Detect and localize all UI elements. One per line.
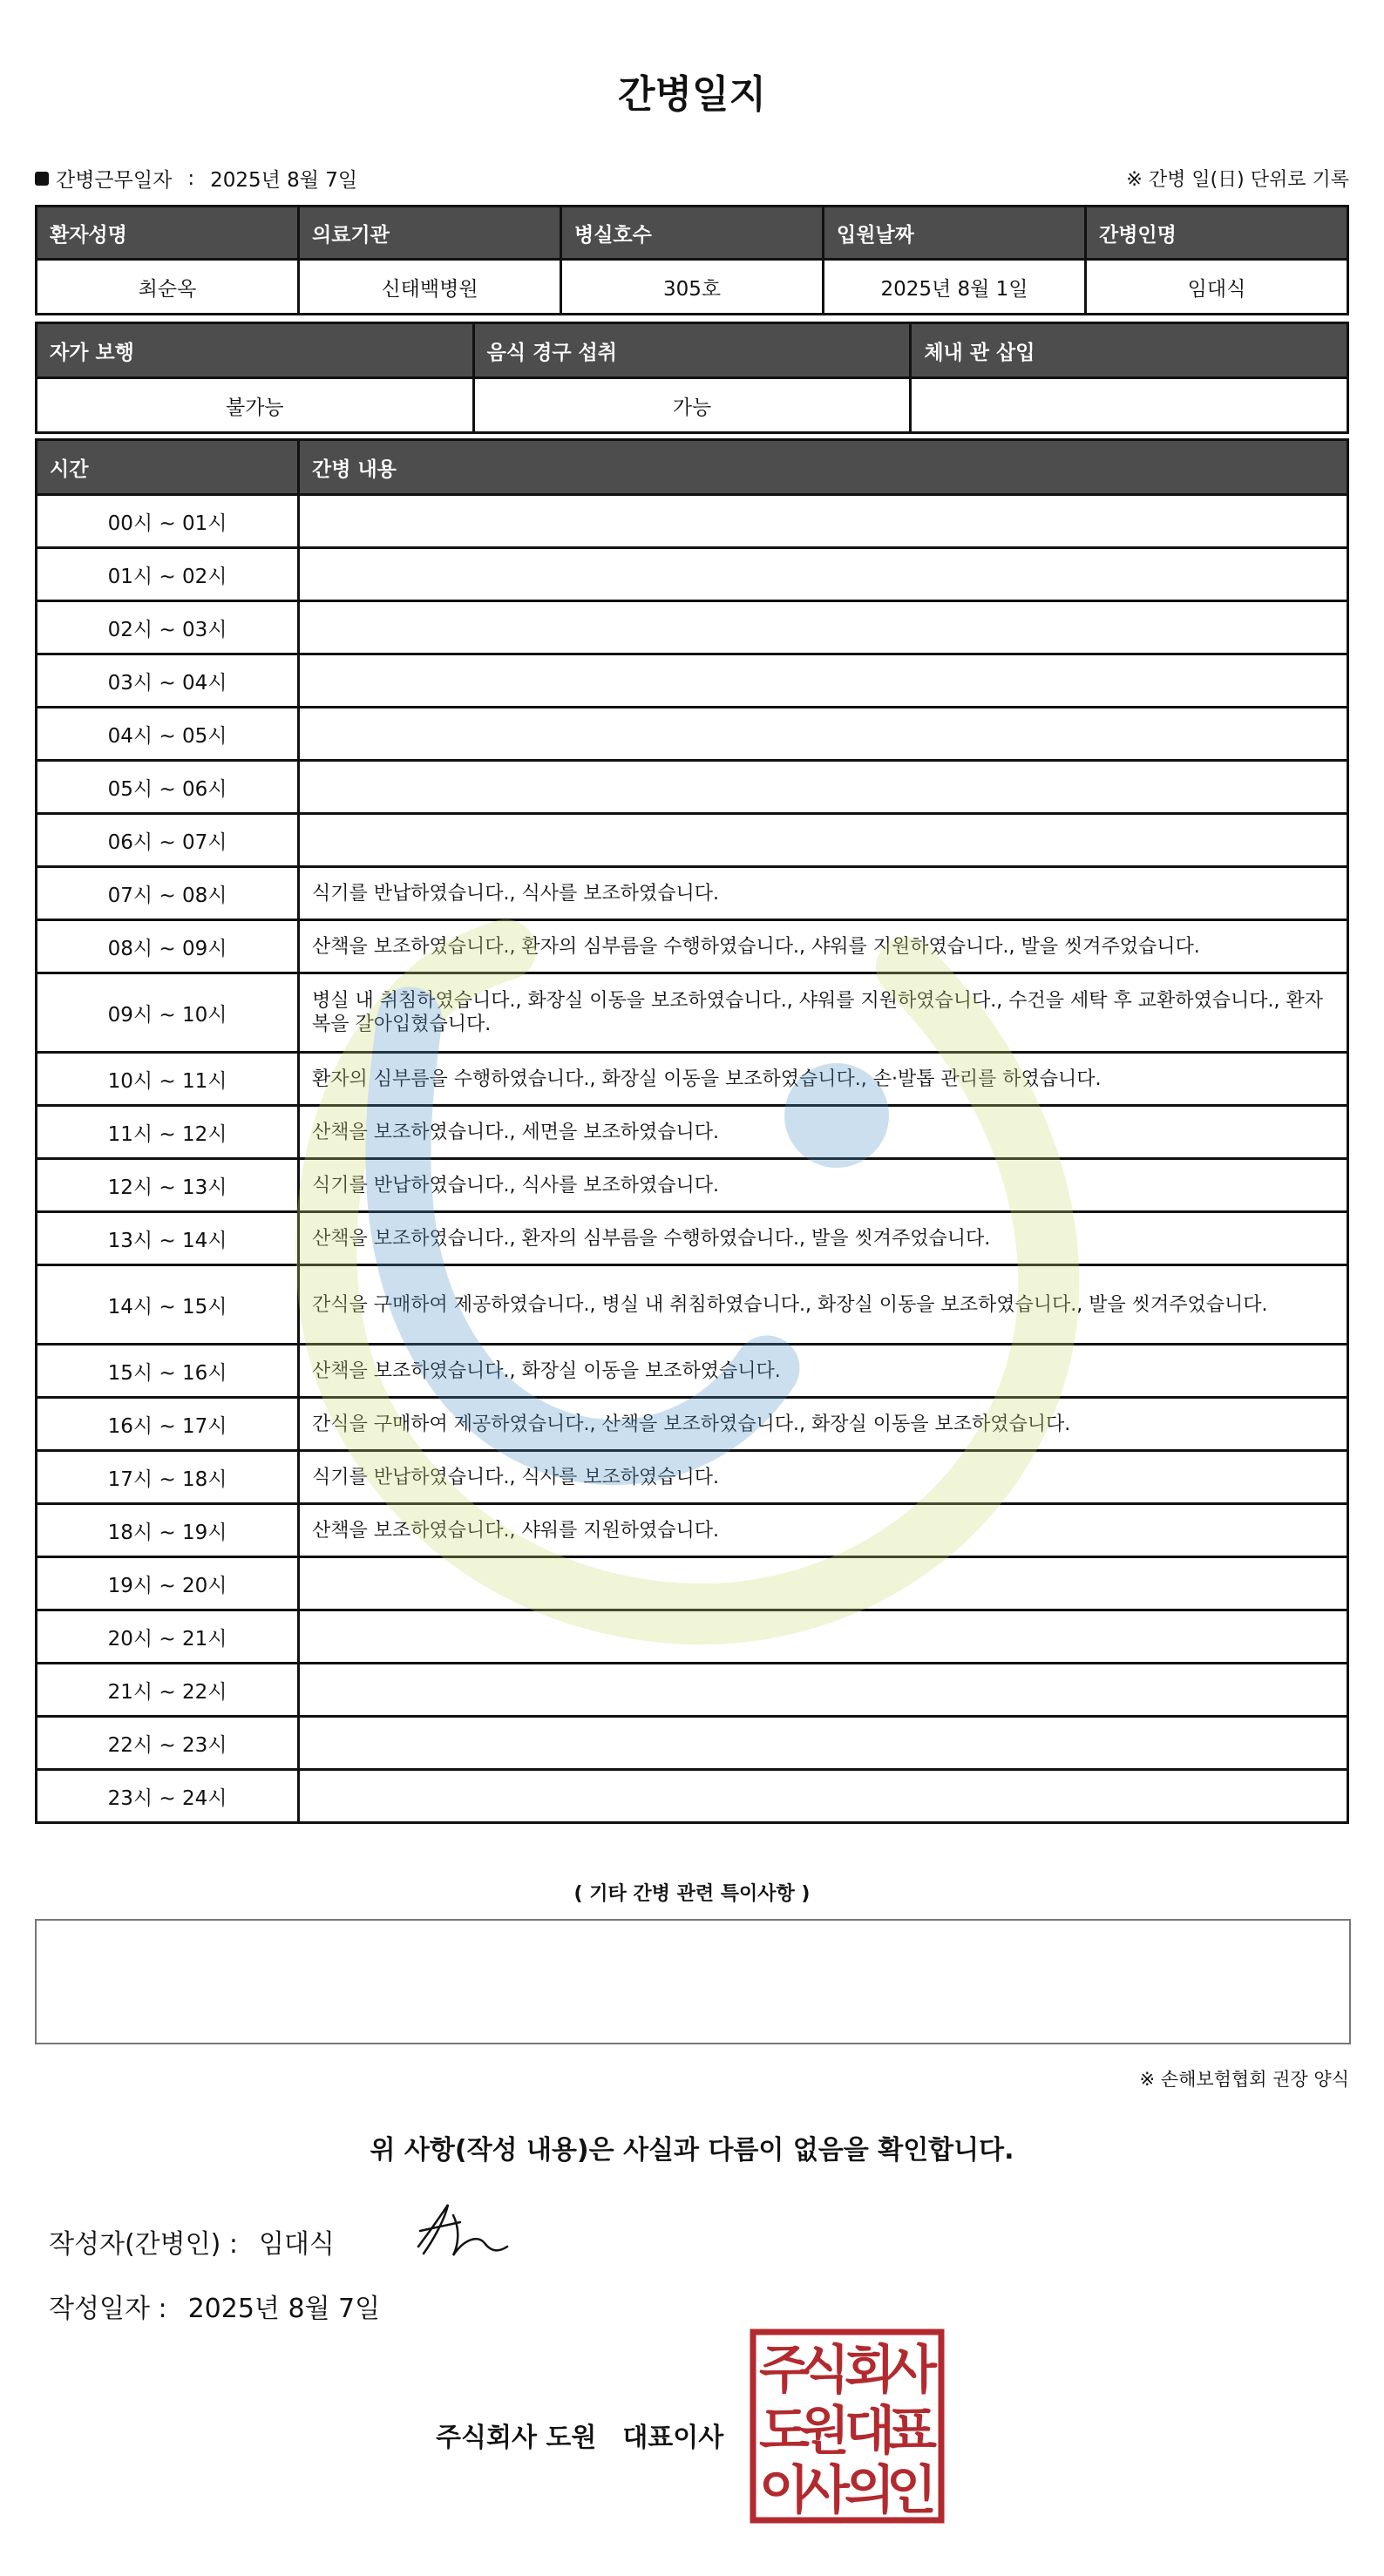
write-date-label: 작성일자 :	[49, 2294, 167, 2324]
care-content-cell	[299, 814, 1348, 867]
table-row	[37, 654, 1348, 708]
svg-text:의: 의	[845, 2460, 895, 2521]
care-content-cell: 환자의 심부름을 수행하였습니다., 화장실 이동을 보조하였습니다., 손·발톱 관리를 하였습니다.	[299, 1053, 1348, 1106]
care-content-cell: 식기를 반납하였습니다., 식사를 보조하였습니다.	[299, 867, 1348, 920]
time-cell: 04시 ~ 05시	[37, 708, 299, 761]
header-admission-date: 입원날짜	[824, 207, 1086, 260]
self-walking-value: 불가능	[37, 378, 474, 433]
room-number: 305호	[561, 260, 824, 315]
time-cell: 12시 ~ 13시	[37, 1159, 299, 1212]
table-row	[37, 814, 1348, 867]
header-care-content: 간병 내용	[299, 440, 1348, 495]
care-content-cell: 간식을 구매하여 제공하였습니다., 병실 내 취침하였습니다., 화장실 이동을 보조하였습니다., 발을 씻겨주었습니다.	[299, 1265, 1348, 1345]
table-row	[37, 708, 1348, 761]
tube-insertion-value	[911, 378, 1348, 433]
time-cell: 10시 ~ 11시	[37, 1053, 299, 1106]
company-title: 대표이사	[622, 2423, 724, 2453]
header-self-walking: 자가 보행	[37, 323, 474, 378]
time-cell: 20시 ~ 21시	[37, 1610, 299, 1664]
care-content-cell	[299, 761, 1348, 814]
association-note: ※ 손해보험협회 권장 양식	[1139, 2069, 1349, 2090]
company-seal-icon	[750, 2329, 945, 2524]
care-content-cell	[299, 548, 1348, 601]
table-row	[37, 1504, 1348, 1557]
table-row	[37, 495, 1348, 548]
svg-text:인: 인	[886, 2460, 937, 2521]
time-cell: 17시 ~ 18시	[37, 1451, 299, 1504]
caregiver-name: 임대식	[1086, 260, 1348, 315]
time-cell: 23시 ~ 24시	[37, 1770, 299, 1823]
write-date-line	[49, 2287, 380, 2325]
record-unit-note: ※ 간병 일(日) 단위로 기록	[1126, 169, 1349, 191]
signature-icon	[403, 2196, 516, 2266]
care-content-cell	[299, 1770, 1348, 1823]
svg-text:사: 사	[886, 2340, 937, 2401]
patient-status-table	[35, 322, 1349, 434]
time-cell: 21시 ~ 22시	[37, 1664, 299, 1717]
time-cell: 14시 ~ 15시	[37, 1265, 299, 1345]
care-content-cell: 산책을 보조하였습니다., 샤워를 지원하였습니다.	[299, 1504, 1348, 1557]
company-name: 주식회사 도원	[436, 2423, 597, 2453]
svg-text:회: 회	[845, 2340, 895, 2401]
table-row	[37, 973, 1348, 1053]
table-row	[37, 1717, 1348, 1770]
svg-text:대: 대	[845, 2401, 895, 2462]
confirmation-statement: 위 사항(작성 내용)은 사실과 다름이 없음을 확인합니다.	[370, 2135, 1014, 2166]
care-content-cell: 간식을 구매하여 제공하였습니다., 산책을 보조하였습니다., 화장실 이동을 보조하였습니다.	[299, 1398, 1348, 1451]
care-content-cell: 산책을 보조하였습니다., 환자의 심부름을 수행하였습니다., 발을 씻겨주었습니다.	[299, 1212, 1348, 1265]
table-row	[37, 548, 1348, 601]
care-content-cell: 식기를 반납하였습니다., 식사를 보조하였습니다.	[299, 1159, 1348, 1212]
time-cell: 06시 ~ 07시	[37, 814, 299, 867]
table-row	[37, 1345, 1348, 1398]
table-row	[37, 1610, 1348, 1664]
bullet-square-icon	[35, 172, 49, 186]
table-row	[37, 1398, 1348, 1451]
care-content-cell	[299, 1664, 1348, 1717]
care-log-table	[35, 438, 1349, 1824]
patient-name: 최순옥	[37, 260, 299, 315]
table-row	[37, 1265, 1348, 1345]
table-row	[37, 920, 1348, 973]
write-date-value: 2025년 8월 7일	[187, 2294, 381, 2324]
care-content-cell	[299, 1717, 1348, 1770]
svg-text:사: 사	[799, 2460, 850, 2521]
care-content-cell	[299, 601, 1348, 654]
table-row	[37, 761, 1348, 814]
time-cell: 02시 ~ 03시	[37, 601, 299, 654]
header-tube-insertion: 체내 관 삽입	[911, 323, 1348, 378]
time-cell: 01시 ~ 02시	[37, 548, 299, 601]
care-content-cell	[299, 1557, 1348, 1610]
care-content-cell	[299, 654, 1348, 708]
svg-text:원: 원	[799, 2401, 850, 2462]
table-row	[37, 1159, 1348, 1212]
table-row	[37, 1770, 1348, 1823]
author-name: 임대식	[258, 2229, 335, 2260]
svg-text:도: 도	[759, 2401, 810, 2462]
author-label: 작성자(간병인) :	[49, 2229, 238, 2260]
header-time: 시간	[37, 440, 299, 495]
header-hospital: 의료기관	[299, 207, 561, 260]
admission-date: 2025년 8월 1일	[824, 260, 1086, 315]
time-cell: 08시 ~ 09시	[37, 920, 299, 973]
time-cell: 16시 ~ 17시	[37, 1398, 299, 1451]
care-content-cell: 병실 내 취침하였습니다., 화장실 이동을 보조하였습니다., 샤워를 지원하였습니다., 수건을 세탁 후 교환하였습니다., 환자복을 갈아입혔습니다.	[299, 973, 1348, 1053]
table-row	[37, 1664, 1348, 1717]
header-patient-name: 환자성명	[37, 207, 299, 260]
care-content-cell: 식기를 반납하였습니다., 식사를 보조하였습니다.	[299, 1451, 1348, 1504]
company-line	[436, 2416, 723, 2454]
oral-intake-value: 가능	[473, 378, 911, 433]
care-content-cell: 산책을 보조하였습니다., 환자의 심부름을 수행하였습니다., 샤워를 지원하였습니다., 발을 씻겨주었습니다.	[299, 920, 1348, 973]
work-date	[35, 164, 357, 193]
time-cell: 03시 ~ 04시	[37, 654, 299, 708]
table-row	[37, 867, 1348, 920]
time-cell: 15시 ~ 16시	[37, 1345, 299, 1398]
work-date-value: 2025년 8월 7일	[210, 169, 358, 192]
care-content-cell	[299, 708, 1348, 761]
time-cell: 11시 ~ 12시	[37, 1106, 299, 1159]
table-row	[37, 1053, 1348, 1106]
author-line	[49, 2222, 335, 2261]
time-cell: 22시 ~ 23시	[37, 1717, 299, 1770]
time-cell: 07시 ~ 08시	[37, 867, 299, 920]
care-content-cell	[299, 1610, 1348, 1664]
svg-text:식: 식	[799, 2340, 850, 2401]
time-cell: 09시 ~ 10시	[37, 973, 299, 1053]
table-row	[37, 1106, 1348, 1159]
table-row	[37, 1451, 1348, 1504]
table-row	[37, 1212, 1348, 1265]
care-content-cell: 산책을 보조하였습니다., 세면을 보조하였습니다.	[299, 1106, 1348, 1159]
document-title: 간병일지	[617, 72, 766, 117]
care-content-cell: 산책을 보조하였습니다., 화장실 이동을 보조하였습니다.	[299, 1345, 1348, 1398]
time-cell: 05시 ~ 06시	[37, 761, 299, 814]
svg-text:표: 표	[886, 2401, 937, 2462]
table-row	[37, 601, 1348, 654]
header-caregiver-name: 간병인명	[1086, 207, 1348, 260]
time-cell: 00시 ~ 01시	[37, 495, 299, 548]
patient-info-table	[35, 205, 1349, 315]
time-cell: 19시 ~ 20시	[37, 1557, 299, 1610]
time-cell: 13시 ~ 14시	[37, 1212, 299, 1265]
header-oral-intake: 음식 경구 섭취	[473, 323, 911, 378]
svg-text:이: 이	[759, 2460, 810, 2521]
time-cell: 18시 ~ 19시	[37, 1504, 299, 1557]
svg-text:주: 주	[759, 2340, 810, 2401]
table-row	[37, 1557, 1348, 1610]
remarks-box	[35, 1919, 1351, 2044]
remarks-title: ( 기타 간병 관련 특이사항 )	[573, 1883, 811, 1905]
work-date-separator: :	[187, 166, 195, 190]
header-room-number: 병실호수	[561, 207, 824, 260]
hospital-name: 신태백병원	[299, 260, 561, 315]
work-date-label: 간병근무일자	[56, 169, 173, 192]
care-content-cell	[299, 495, 1348, 548]
